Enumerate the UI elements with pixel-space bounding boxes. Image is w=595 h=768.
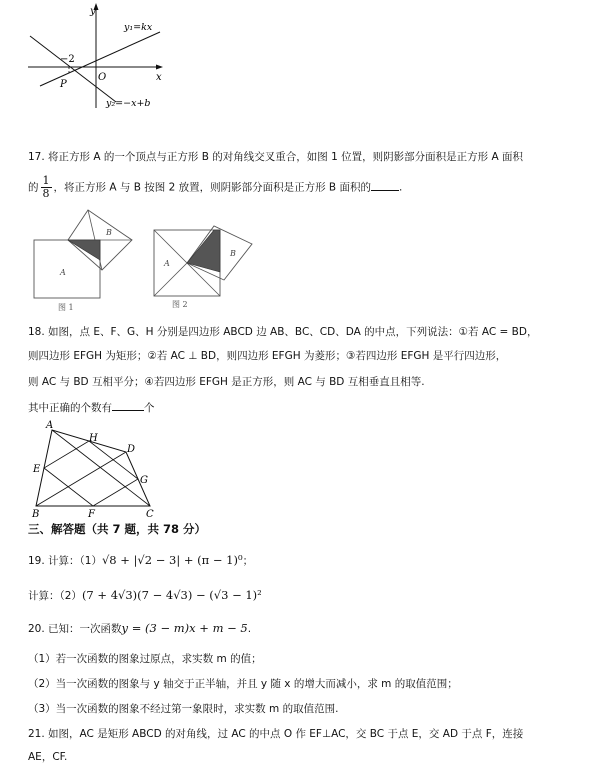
q19-line2: 计算：（2）(7 + 4√3)(7 − 4√3) − (√3 − 1)² <box>28 588 262 602</box>
svg-text:A: A <box>60 268 66 277</box>
section-3-heading: 三、解答题（共 7 题，共 78 分） <box>28 522 207 536</box>
svg-text:H: H <box>89 433 98 444</box>
q17-line2: 的 $\frac{1}{8}$ ，将正方形 A 与 B 按图 2 放置，则阴影部分面积是正方形 B 面积的 . <box>28 174 403 200</box>
q21-line2: AE，CF. <box>28 751 68 763</box>
q19-line1: 19. 计算：（1）√8 + |√2 − 3| + (π − 1)⁰； <box>28 553 254 567</box>
q17-figure-1 <box>30 208 138 316</box>
line-y1-label: y₁=kx <box>124 22 153 33</box>
x-axis-label: x <box>156 72 162 83</box>
svg-text:B: B <box>230 249 236 258</box>
x-axis-arrow-icon <box>156 65 163 70</box>
point-label: P <box>60 79 67 90</box>
q20-line1: 20. 已知：一次函数y = (3 − m)x + m − 5. <box>28 621 252 635</box>
diagonal-ac <box>52 430 150 506</box>
q18-line4: 其中正确的个数有 个 <box>28 402 155 414</box>
shaded-region <box>68 240 100 260</box>
q20-expression: y = (3 − m)x + m − 5 <box>121 621 248 635</box>
q17-line1: 17. 将正方形 A 的一个顶点与正方形 B 的对角线交叉重合，如图 1 位置，则阴影部分面积是正方形 A 面积 <box>28 151 523 163</box>
q21-line1: 21. 如图，AC 是矩形 ABCD 的对角线，过 AC 的中点 O 作 EF⊥AC，交 BC 于点 E，交 AD 于点 F，连接 <box>28 728 524 740</box>
q18-quadrilateral-figure <box>28 420 164 520</box>
svg-text:E: E <box>33 464 41 475</box>
svg-text:F: F <box>88 509 95 520</box>
answer-blank[interactable] <box>112 400 144 411</box>
svg-text:A: A <box>164 259 170 268</box>
linear-functions-graph <box>20 0 170 112</box>
q17-figure-2 <box>150 214 258 310</box>
q20-part-1: （1）若一次函数的图象过原点，求实数 m 的值； <box>28 653 262 665</box>
q20-part-3: （3）当一次函数的图象不经过第一象限时，求实数 m 的取值范围. <box>28 703 339 715</box>
q20-part-2: （2）当一次函数的图象与 y 轴交于正半轴，并且 y 随 x 的增大而减小，求 m 的取值范围； <box>28 678 458 690</box>
line-y2-label: y₂=−x+b <box>106 98 151 109</box>
tick-label: −2 <box>60 54 75 65</box>
svg-text:G: G <box>140 475 148 486</box>
q19-expression-2: (7 + 4√3)(7 − 4√3) − (√3 − 1)² <box>81 588 262 602</box>
svg-text:D: D <box>127 444 136 455</box>
quadrilateral-efgh <box>44 441 138 506</box>
caption: 图 1 <box>58 303 74 312</box>
y-axis-label: y <box>90 6 96 17</box>
diagonal-bd <box>36 452 126 506</box>
svg-text:C: C <box>146 509 154 520</box>
caption: 图 2 <box>172 300 188 309</box>
svg-text:B: B <box>106 228 112 237</box>
q18-line2: 则四边形 EFGH 为矩形；②若 AC ⊥ BD，则四边形 EFGH 为菱形；③若四边形 EFGH 是平行四边形， <box>28 350 507 362</box>
svg-text:B: B <box>32 509 40 520</box>
q18-line1: 18. 如图，点 E、F、G、H 分别是四边形 ABCD 边 AB、BC、CD、DA 的中点，下列说法：①若 AC = BD， <box>28 326 538 338</box>
answer-blank[interactable] <box>371 180 399 191</box>
svg-text:A: A <box>46 420 54 431</box>
q18-line3: 则 AC 与 BD 互相平分；④若四边形 EFGH 是正方形，则 AC 与 BD 互相垂直且相等. <box>28 376 425 388</box>
origin-label: O <box>98 72 107 83</box>
fraction: $\frac{1}{8}$ <box>42 174 50 200</box>
line-y2 <box>30 36 116 102</box>
q19-expression-1: √8 + |√2 − 3| + (π − 1)⁰ <box>101 553 243 567</box>
